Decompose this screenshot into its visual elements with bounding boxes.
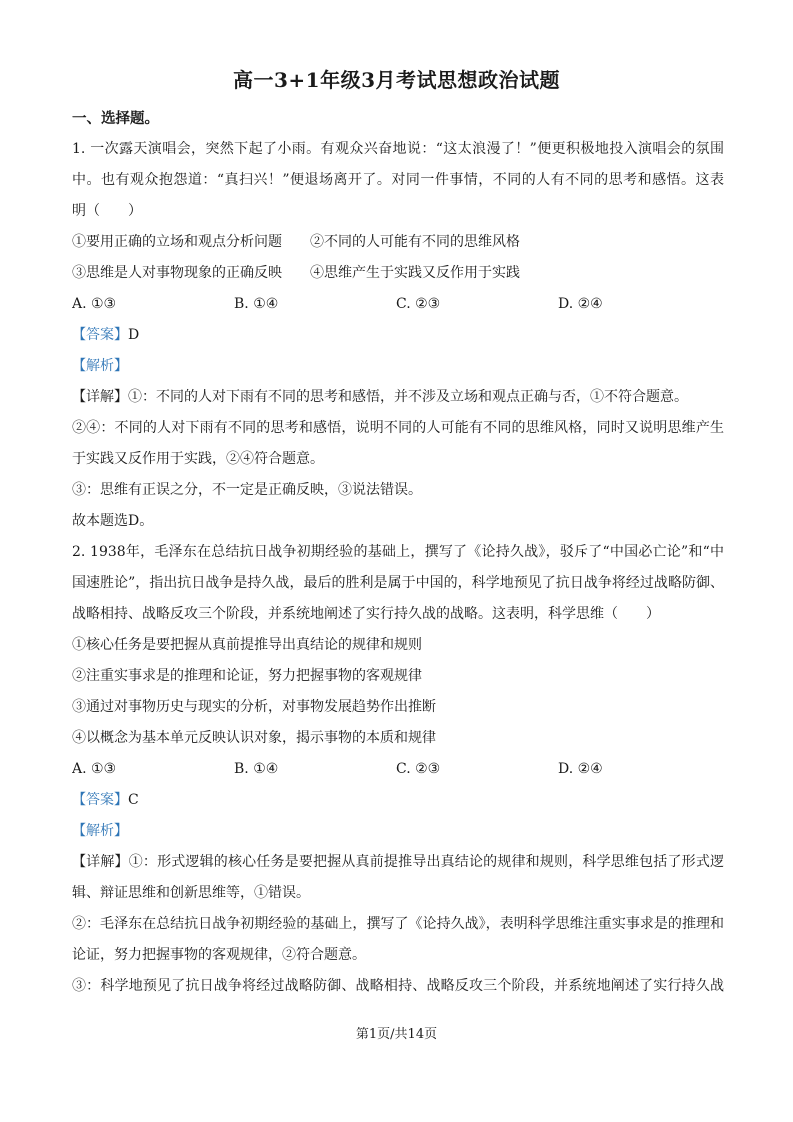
page-title: 高一3+1年级3月考试思想政治试题 <box>232 68 560 92</box>
answer-label: 【答案】 <box>72 792 128 808</box>
page-number-footer: 第1页/共14页 <box>355 1027 438 1042</box>
explanation-line: 故本题选D。 <box>72 513 154 529</box>
document-body <box>72 103 724 1002</box>
statement-line: ②注重实事求是的推理和论证，努力把握事物的客观规律 <box>72 668 422 684</box>
statement-line: ①要用正确的立场和观点分析问题 ②不同的人可能有不同的思维风格 <box>72 234 520 250</box>
option-c: C. ②③ <box>396 761 441 777</box>
option-a: A. ①③ <box>72 761 117 777</box>
explanation-line: ②④：不同的人对下雨有不同的思考和感悟，说明不同的人可能有不同的思维风格，同时又说明思维产生 <box>72 420 724 436</box>
explanation-line: ③：思维有正误之分，不一定是正确反映，③说法错误。 <box>72 482 422 498</box>
question-text-line: 中。也有观众抱怨道：“真扫兴！”便退场离开了。对同一件事情，不同的人有不同的思考和感悟。这表 <box>72 172 724 188</box>
option-b: B. ①④ <box>234 296 279 312</box>
analysis-label: 【解析】 <box>72 823 128 839</box>
option-d: D. ②④ <box>558 296 603 312</box>
analysis-line <box>72 816 724 847</box>
analysis-label: 【解析】 <box>72 358 128 374</box>
explanation-line: 辑、辩证思维和创新思维等，①错误。 <box>72 885 310 901</box>
section-heading: 一、选择题。 <box>72 110 159 127</box>
question-text-line: 1. 一次露天演唱会，突然下起了小雨。有观众兴奋地说：“这太浪漫了！”便更积极地投入演唱会的氛围 <box>72 141 724 157</box>
option-a: A. ①③ <box>72 296 117 312</box>
explanation-line: 【详解】①：不同的人对下雨有不同的思考和感悟，并不涉及立场和观点正确与否，①不符合题意。 <box>72 389 688 405</box>
explanation-line: ③：科学地预见了抗日战争将经过战略防御、战略相持、战略反攻三个阶段，并系统地阐述了实行持久战 <box>72 978 724 994</box>
statement-line: ③思维是人对事物现象的正确反映 ④思维产生于实践又反作用于实践 <box>72 265 520 281</box>
question-1 <box>72 134 724 537</box>
explanation-line: 于实践又反作用于实践，②④符合题意。 <box>72 451 324 467</box>
option-b: B. ①④ <box>234 761 279 777</box>
answer-line <box>72 785 724 816</box>
options-row <box>72 754 724 785</box>
answer-line <box>72 320 724 351</box>
question-text-line: 战略相持、战略反攻三个阶段，并系统地阐述了实行持久战的战略。这表明，科学思维（ ） <box>72 606 660 622</box>
options-row <box>72 289 724 320</box>
answer-label: 【答案】 <box>72 327 128 343</box>
question-text-line: 明（ ） <box>72 203 142 219</box>
option-d: D. ②④ <box>558 761 603 777</box>
option-c: C. ②③ <box>396 296 441 312</box>
statement-line: ①核心任务是要把握从真前提推导出真结论的规律和规则 <box>72 637 422 653</box>
answer-value: D <box>128 327 140 343</box>
analysis-line <box>72 351 724 382</box>
explanation-line: 论证，努力把握事物的客观规律，②符合题意。 <box>72 947 366 963</box>
explanation-line: ②：毛泽东在总结抗日战争初期经验的基础上，撰写了《论持久战》，表明科学思维注重实事求是的推理和 <box>72 916 724 932</box>
question-text-line: 2. 1938年，毛泽东在总结抗日战争初期经验的基础上，撰写了《论持久战》，驳斥了“中国必亡论”和“中 <box>72 544 724 560</box>
explanation-line: 【详解】①：形式逻辑的核心任务是要把握从真前提推导出真结论的规律和规则，科学思维包括了形式逻 <box>72 854 724 870</box>
statement-line: ④以概念为基本单元反映认识对象，揭示事物的本质和规律 <box>72 730 436 746</box>
statement-line: ③通过对事物历史与现实的分析，对事物发展趋势作出推断 <box>72 699 436 715</box>
question-2 <box>72 537 724 1002</box>
answer-value: C <box>128 792 139 808</box>
question-text-line: 国速胜论”，指出抗日战争是持久战，最后的胜利是属于中国的，科学地预见了抗日战争将经过战略防御、 <box>72 575 724 591</box>
